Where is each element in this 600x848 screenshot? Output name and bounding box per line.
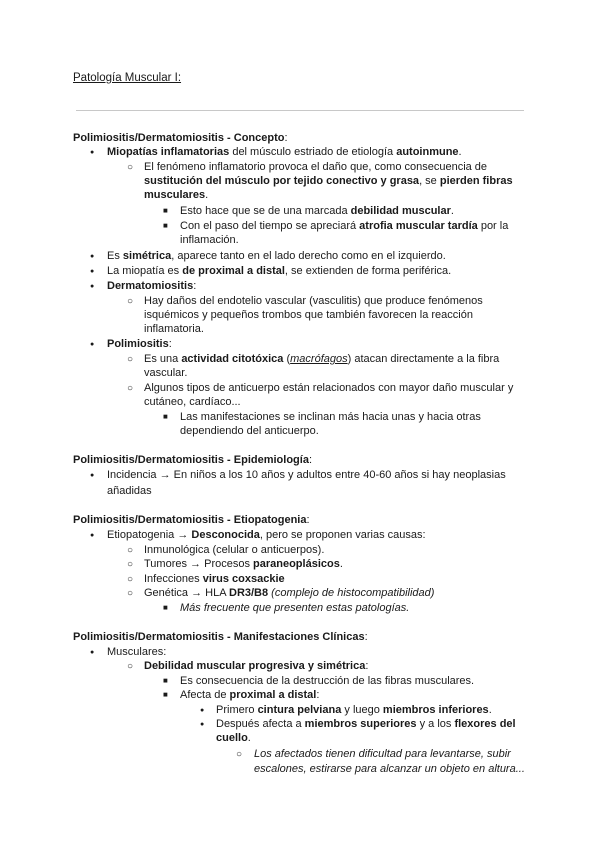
list-item-cont: inflamación. [180, 234, 239, 246]
list-item: Incidencia → En niños a los 10 años y adultos entre 40-60 años si hay neoplasias [107, 469, 506, 481]
bullet-icon [90, 645, 94, 661]
square-bullet-icon [163, 601, 168, 616]
list-item-cont: añadidas [107, 485, 152, 497]
bullet-icon [90, 249, 94, 265]
square-bullet-icon [163, 674, 168, 689]
list-item: Es una actividad citotóxica (macrófagos) atacan directamente a la fibra [144, 353, 500, 365]
list-item: Inmunológica (celular o anticuerpos). [144, 544, 325, 556]
bullet-icon [90, 528, 94, 544]
list-item-cont: escalones, estirarse para alcanzar un objeto en altura... [254, 763, 525, 775]
circle-bullet-icon [127, 160, 133, 175]
list-item: Miopatías inflamatorias del músculo estriado de etiología autoinmune. [107, 146, 462, 158]
bullet-icon [90, 468, 94, 484]
circle-bullet-icon [127, 352, 133, 367]
list-item-cont: dependiendo del anticuerpo. [180, 425, 319, 437]
list-item: Los afectados tienen dificultad para levantarse, subir [254, 748, 511, 760]
list-item: Con el paso del tiempo se apreciará atrofia muscular tardía por la [180, 220, 509, 232]
section-heading-etiopatogenia: Polimiositis/Dermatomiositis - Etiopatogenia: [73, 514, 310, 526]
circle-bullet-icon [127, 543, 133, 558]
list-item: Tumores → Procesos paraneoplásicos. [144, 558, 343, 570]
list-item: Las manifestaciones se inclinan más hacia unas y hacia otras [180, 411, 481, 423]
list-item: Primero cintura pelviana y luego miembros inferiores. [216, 704, 492, 716]
list-item-cont: cutáneo, cardíaco... [144, 396, 241, 408]
circle-bullet-icon [236, 747, 242, 762]
circle-bullet-icon [127, 294, 133, 309]
square-bullet-icon [163, 219, 168, 234]
list-item-cont: isquémicos y pequeños trombos que también favorecen la reacción [144, 309, 473, 321]
list-item: Musculares: [107, 646, 167, 658]
list-item: Más frecuente que presenten estas patologías. [180, 602, 410, 614]
list-item-cont: sustitución del músculo por tejido conectivo y grasa, se pierden fibras [144, 175, 513, 187]
square-bullet-icon [163, 688, 168, 703]
list-item: Dermatomiositis: [107, 280, 197, 292]
list-item-cont: musculares. [144, 189, 209, 201]
list-item: Es simétrica, aparece tanto en el lado derecho como en el izquierdo. [107, 250, 446, 262]
list-item: Polimiositis: [107, 338, 172, 350]
circle-bullet-icon [127, 659, 133, 674]
list-item: Hay daños del endotelio vascular (vasculitis) que produce fenómenos [144, 295, 483, 307]
section-heading-epidemiologia: Polimiositis/Dermatomiositis - Epidemiología: [73, 454, 312, 466]
bullet-icon [200, 717, 204, 733]
list-item: Etiopatogenia → Desconocida, pero se proponen varias causas: [107, 529, 426, 541]
list-item-cont: vascular. [144, 367, 188, 379]
list-item: Es consecuencia de la destrucción de las fibras musculares. [180, 675, 475, 687]
circle-bullet-icon [127, 586, 133, 601]
circle-bullet-icon [127, 557, 133, 572]
bullet-icon [90, 279, 94, 295]
page-title: Patología Muscular I: [73, 72, 182, 84]
circle-bullet-icon [127, 572, 133, 587]
section-heading-concepto: Polimiositis/Dermatomiositis - Concepto: [73, 132, 288, 144]
circle-bullet-icon [127, 381, 133, 396]
horizontal-rule [76, 110, 524, 111]
section-heading-manifestaciones: Polimiositis/Dermatomiositis - Manifestaciones Clínicas: [73, 631, 368, 643]
bullet-icon [90, 145, 94, 161]
list-item: La miopatía es de proximal a distal, se extienden de forma periférica. [107, 265, 452, 277]
list-item: Algunos tipos de anticuerpo están relacionados con mayor daño muscular y [144, 382, 514, 394]
bullet-icon [90, 264, 94, 280]
list-item-cont: inflamatoria. [144, 323, 204, 335]
list-item: Genética → HLA DR3/B8 (complejo de histocompatibilidad) [144, 587, 435, 599]
list-item: Afecta de proximal a distal: [180, 689, 320, 701]
list-item: Debilidad muscular progresiva y simétrica: [144, 660, 369, 672]
list-item-cont: cuello. [216, 732, 251, 744]
square-bullet-icon [163, 410, 168, 425]
square-bullet-icon [163, 204, 168, 219]
list-item: Después afecta a miembros superiores y a los flexores del [216, 718, 516, 730]
list-item: Esto hace que se de una marcada debilidad muscular. [180, 205, 454, 217]
bullet-icon [90, 337, 94, 353]
list-item: El fenómeno inflamatorio provoca el daño que, como consecuencia de [144, 161, 488, 173]
list-item: Infecciones virus coxsackie [144, 573, 285, 585]
